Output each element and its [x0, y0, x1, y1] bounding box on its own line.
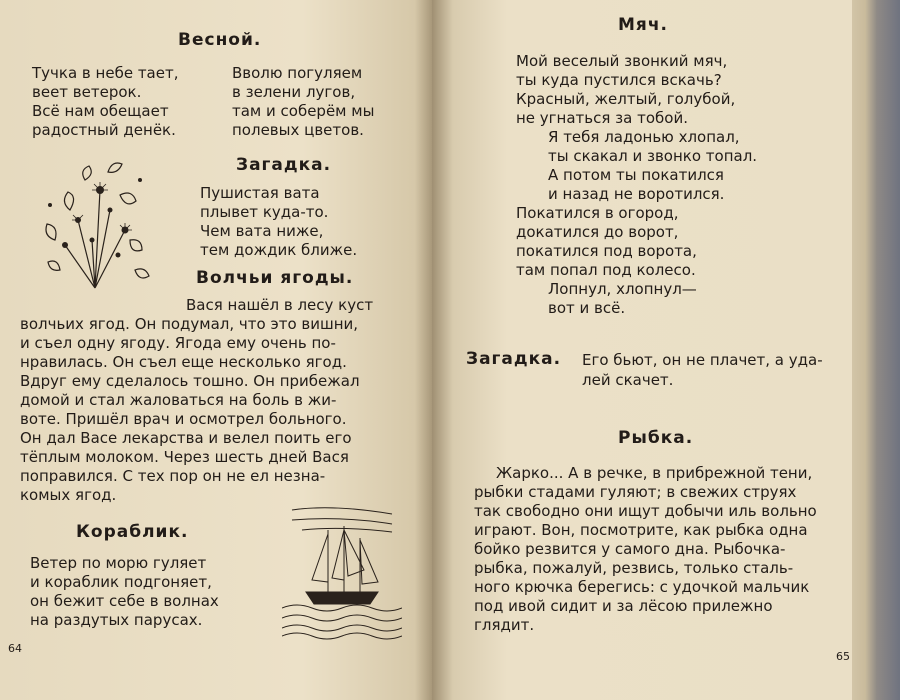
page-number-right: 65 [836, 650, 850, 663]
poem-line: на раздутых парусах. [30, 611, 203, 629]
poem-line: А потом ты покатился [548, 166, 724, 184]
page-number-left: 64 [8, 642, 22, 655]
poem-line: Чем вата ниже, [200, 222, 324, 240]
ship-illustration [282, 500, 402, 640]
poem-line: там попал под колесо. [516, 261, 696, 279]
text-line: глядит. [474, 616, 535, 634]
poem-line: Ветер по морю гуляет [30, 554, 207, 572]
title-korablik: Кораблик. [76, 522, 189, 542]
poem-zagadka [200, 184, 357, 260]
text-line: играют. Вон, посмотрите, как рыбка одна [474, 521, 808, 539]
poem-line: Пушистая вата [200, 184, 320, 202]
poem-line: Вволю погуляем [232, 64, 363, 82]
poem-line: радостный денёк. [32, 121, 176, 139]
text-line: нравилась. Он съел еще несколько ягод. [20, 353, 347, 371]
poem-line: покатился под ворота, [516, 242, 697, 260]
poem-vesnoy-col2 [232, 64, 374, 140]
poem-line: веет ветерок. [32, 83, 142, 101]
text-line: под ивой сидит и за лёсою прилежно [474, 597, 773, 615]
right-page [432, 0, 852, 700]
text-line: Он дал Васе лекарства и велел поить его [20, 429, 352, 447]
poem-line: Лопнул, хлопнул— [548, 280, 697, 298]
poem-line: Мой веселый звонкий мяч, [516, 52, 728, 70]
text-line: Вася нашёл в лесу куст [186, 296, 374, 314]
poem-line: и кораблик подгоняет, [30, 573, 212, 591]
poem-line: вот и всё. [548, 299, 626, 317]
text-line: ного крючка берегись: с удочкой мальчик [474, 578, 810, 596]
title-zagadka: Загадка. [236, 155, 332, 175]
poem-line: Красный, желтый, голубой, [516, 90, 736, 108]
text-line: рыбка, пожалуй, резвись, только сталь- [474, 559, 794, 577]
text-line: комых ягод. [20, 486, 117, 504]
text-line: поправился. С тех пор он не ел незна- [20, 467, 326, 485]
poem-line: ты скакал и звонко топал. [548, 147, 758, 165]
text-line: Жарко... А в речке, в прибрежной тени, [496, 464, 813, 482]
title-rybka: Рыбка. [618, 428, 694, 448]
poem-line: Всё нам обещает [32, 102, 169, 120]
text-zagadka-2-line2: лей скачет. [582, 371, 674, 389]
poem-myach [516, 52, 757, 318]
poem-line: полевых цветов. [232, 121, 364, 139]
poem-line: не угнаться за тобой. [516, 109, 688, 127]
poem-line: и назад не воротился. [548, 185, 725, 203]
poem-line: докатился до ворот, [516, 223, 679, 241]
text-line: и съел одну ягоду. Ягода ему очень по- [20, 334, 336, 352]
poem-line: там и соберём мы [232, 102, 375, 120]
text-line: рыбки стадами гуляют; в свежих струях [474, 483, 797, 501]
poem-line: он бежит себе в волнах [30, 592, 219, 610]
poem-line: в зелени лугов, [232, 83, 356, 101]
text-rybka [474, 464, 817, 635]
text-line: так свободно они ищут добычи иль вольно [474, 502, 817, 520]
text-line: волчьих ягод. Он подумал, что это вишни, [20, 315, 359, 333]
left-page [0, 0, 432, 700]
title-vesnoy: Весной. [178, 30, 262, 50]
text-volchi-yagody [20, 296, 404, 505]
poem-line: Покатился в огород, [516, 204, 679, 222]
text-zagadka-2-line1: Его бьют, он не плачет, а уда- [582, 351, 823, 369]
text-line: тёплым молоком. Через шесть дней Вася [20, 448, 349, 466]
title-volchi-yagody: Волчьи ягоды. [196, 268, 354, 288]
text-line: воте. Пришёл врач и осмотрел больного. [20, 410, 347, 428]
text-line: Вдруг ему сделалось тошно. Он прибежал [20, 372, 360, 390]
poem-vesnoy-col1 [32, 64, 178, 140]
title-zagadka-2: Загадка. [466, 349, 562, 369]
poem-korablik [30, 554, 219, 630]
poem-line: Тучка в небе тает, [32, 64, 179, 82]
text-line: бойко резвится у самого дна. Рыбочка- [474, 540, 786, 558]
poem-line: ты куда пустился вскачь? [516, 71, 722, 89]
flowers-illustration [30, 150, 160, 290]
poem-line: тем дождик ближе. [200, 241, 358, 259]
title-myach: Мяч. [618, 15, 668, 35]
text-line: домой и стал жаловаться на боль в жи- [20, 391, 337, 409]
poem-line: Я тебя ладонью хлопал, [548, 128, 740, 146]
poem-line: плывет куда-то. [200, 203, 329, 221]
